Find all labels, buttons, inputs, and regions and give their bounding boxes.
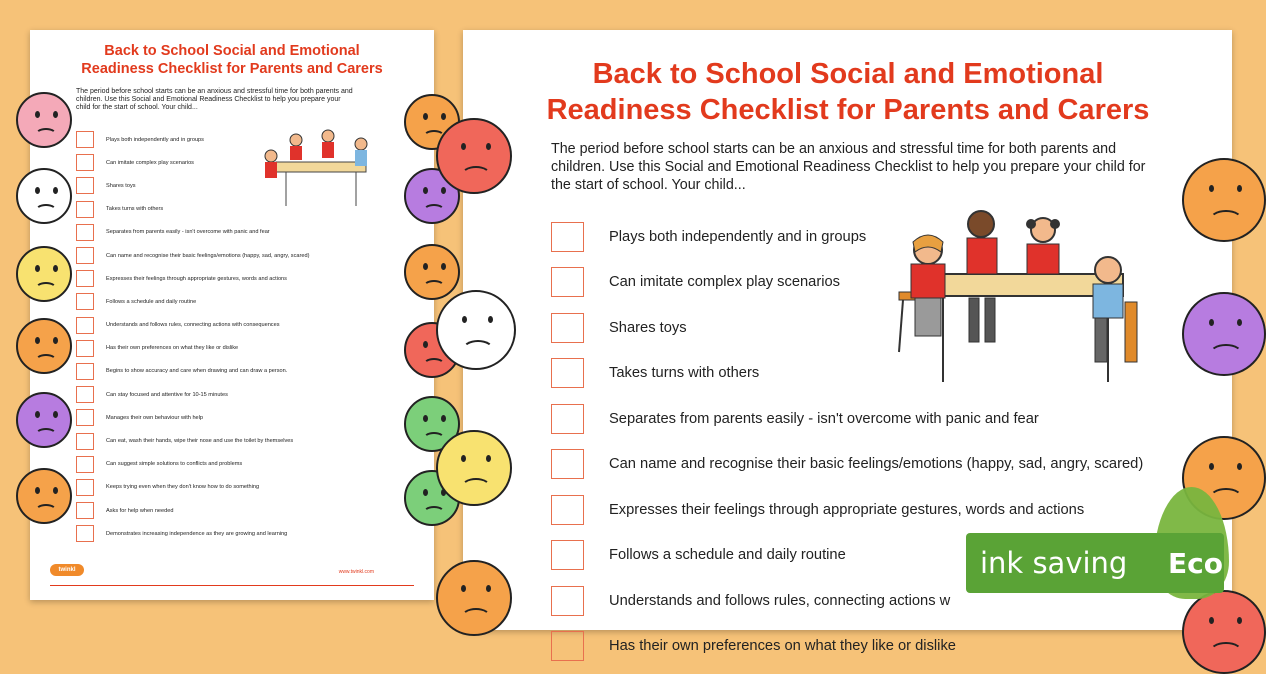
face-mouth bbox=[1209, 344, 1243, 365]
face-eye bbox=[461, 143, 466, 150]
face-eye bbox=[1237, 617, 1242, 624]
checkbox[interactable] bbox=[551, 404, 584, 434]
emotion-face-icon bbox=[436, 560, 512, 636]
children-table-illustration bbox=[256, 126, 386, 212]
face-eye bbox=[53, 411, 58, 418]
checklist-item-label: Shares toys bbox=[609, 319, 687, 336]
checkbox[interactable] bbox=[76, 224, 94, 241]
checklist-item bbox=[76, 290, 309, 313]
checklist-item-label: Expresses their feelings through appropriate gestures, words and actions bbox=[106, 275, 287, 282]
face-eye bbox=[53, 111, 58, 118]
emotion-face-icon bbox=[16, 468, 72, 524]
sheet-title: Back to School Social and Emotional Readiness Checklist for Parents and Carers bbox=[81, 43, 383, 77]
face-mouth bbox=[462, 340, 494, 360]
checklist-item bbox=[551, 396, 1143, 442]
checkbox[interactable] bbox=[76, 502, 94, 519]
face-eye bbox=[462, 316, 467, 323]
face-eye bbox=[35, 265, 40, 272]
face-eye bbox=[461, 455, 466, 462]
checkbox[interactable] bbox=[551, 631, 584, 661]
face-eye bbox=[423, 187, 428, 194]
face-eye bbox=[441, 263, 446, 270]
checklist-item-label: Separates from parents easily - isn't overcome with panic and fear bbox=[609, 410, 1039, 427]
face-mouth bbox=[461, 166, 491, 185]
emotion-face-icon bbox=[436, 430, 512, 506]
face-mouth bbox=[1209, 210, 1243, 231]
face-mouth bbox=[35, 354, 57, 368]
checkbox[interactable] bbox=[76, 154, 94, 171]
face-mouth bbox=[35, 504, 57, 518]
face-mouth bbox=[35, 282, 57, 296]
checklist-item bbox=[551, 442, 1143, 488]
checklist-item-label: Can imitate complex play scenarios bbox=[609, 274, 841, 291]
emotion-face-icon bbox=[16, 92, 72, 148]
face-eye bbox=[486, 585, 491, 592]
checkbox[interactable] bbox=[76, 340, 94, 357]
face-mouth bbox=[461, 608, 491, 627]
checkbox[interactable] bbox=[76, 433, 94, 450]
face-eye bbox=[1209, 463, 1214, 470]
checklist-item bbox=[551, 624, 1143, 670]
face-mouth bbox=[461, 478, 491, 497]
checklist-item-label: Can eat, wash their hands, wipe their nose and use the toilet by themselves bbox=[106, 438, 294, 445]
face-mouth bbox=[35, 428, 57, 442]
checklist-item bbox=[76, 244, 309, 267]
emotion-face-icon bbox=[16, 168, 72, 224]
checkbox[interactable] bbox=[76, 525, 94, 542]
checkbox[interactable] bbox=[551, 586, 584, 616]
face-eye bbox=[486, 143, 491, 150]
checklist-item-label: Takes turns with others bbox=[106, 206, 164, 213]
checkbox[interactable] bbox=[551, 449, 584, 479]
face-eye bbox=[1209, 319, 1214, 326]
children-table-illustration bbox=[863, 202, 1143, 387]
emotion-face-icon bbox=[1182, 590, 1266, 674]
checklist-item-label: Can suggest simple solutions to conflicts and problems bbox=[106, 461, 243, 468]
face-eye bbox=[35, 337, 40, 344]
emotion-face-icon bbox=[1182, 158, 1266, 242]
face-mouth bbox=[423, 432, 445, 446]
footer-url: www.twinkl.com bbox=[338, 569, 374, 575]
face-mouth bbox=[35, 128, 57, 142]
checkbox[interactable] bbox=[76, 363, 94, 380]
checklist-item-label: Has their own preferences on what they like or dislike bbox=[106, 345, 239, 352]
emotion-face-icon bbox=[404, 244, 460, 300]
checklist-item bbox=[76, 267, 309, 290]
face-eye bbox=[53, 187, 58, 194]
preview-sheet-small[interactable] bbox=[30, 30, 434, 600]
face-eye bbox=[441, 113, 446, 120]
checklist-item-label: Separates from parents easily - isn't overcome with panic and fear bbox=[106, 229, 270, 236]
face-eye bbox=[1237, 463, 1242, 470]
checkbox[interactable] bbox=[551, 495, 584, 525]
checklist-item bbox=[76, 476, 309, 499]
checkbox[interactable] bbox=[76, 479, 94, 496]
checklist-item-label: Follows a schedule and daily routine bbox=[609, 547, 846, 564]
checklist-item bbox=[76, 383, 309, 406]
checklist-item-label: Can name and recognise their basic feelings/emotions (happy, sad, angry, scared) bbox=[609, 456, 1144, 473]
face-eye bbox=[35, 187, 40, 194]
checkbox[interactable] bbox=[76, 386, 94, 403]
checklist-item bbox=[76, 337, 309, 360]
checklist-item-label: Plays both independently and in groups bbox=[106, 136, 204, 143]
checklist-item-label: Shares toys bbox=[106, 182, 136, 189]
emotion-face-icon bbox=[16, 318, 72, 374]
face-eye bbox=[441, 415, 446, 422]
face-eye bbox=[53, 337, 58, 344]
checklist-item-label: Begins to show accuracy and care when drawing and can draw a person. bbox=[106, 368, 288, 375]
intro-text: The period before school starts can be an anxious and stressful time for both parents and children. Use this Social and Emotional Readiness Checklist to help you prepare your child for the start of school. Your child... bbox=[551, 141, 1146, 193]
checklist-item-label: Takes turns with others bbox=[609, 365, 760, 382]
face-eye bbox=[35, 487, 40, 494]
face-eye bbox=[423, 113, 428, 120]
face-mouth bbox=[1209, 642, 1243, 663]
face-mouth bbox=[35, 204, 57, 218]
checkbox[interactable] bbox=[76, 270, 94, 287]
face-eye bbox=[53, 487, 58, 494]
emotion-face-icon bbox=[1182, 292, 1266, 376]
face-eye bbox=[488, 316, 493, 323]
checklist-item bbox=[76, 221, 309, 244]
checklist-item-label: Keeps trying even when they don't know how to do something bbox=[106, 484, 260, 491]
face-eye bbox=[423, 415, 428, 422]
emotion-face-icon bbox=[436, 290, 516, 370]
emotion-face-icon bbox=[436, 118, 512, 194]
checklist-item bbox=[76, 453, 309, 476]
checklist-item bbox=[76, 360, 309, 383]
badge-label: ink saving bbox=[980, 546, 1128, 580]
checklist-item-label: Can imitate complex play scenarios bbox=[106, 159, 194, 166]
face-mouth bbox=[423, 280, 445, 294]
emotion-face-icon bbox=[16, 246, 72, 302]
checklist-item-label: Follows a schedule and daily routine bbox=[106, 298, 197, 305]
face-mouth bbox=[423, 506, 445, 520]
checkbox[interactable] bbox=[76, 247, 94, 264]
checkbox[interactable] bbox=[551, 267, 584, 297]
checkbox[interactable] bbox=[551, 313, 584, 343]
checklist-item bbox=[76, 429, 309, 452]
checklist-item-label: Can stay focused and attentive for 10-15 minutes bbox=[106, 391, 228, 398]
checkbox[interactable] bbox=[551, 358, 584, 388]
checklist-item-label: Manages their own behaviour with help bbox=[106, 414, 204, 421]
checklist-item-label: Has their own preferences on what they like or dislike bbox=[609, 638, 956, 655]
checkbox[interactable] bbox=[76, 409, 94, 426]
twinkl-logo: twinkl bbox=[50, 564, 84, 576]
checklist-item bbox=[76, 314, 309, 337]
checklist-item-label: Asks for help when needed bbox=[106, 507, 174, 514]
face-eye bbox=[35, 111, 40, 118]
ink-saving-eco-badge bbox=[966, 533, 1224, 593]
checkbox[interactable] bbox=[551, 222, 584, 252]
checkbox[interactable] bbox=[76, 131, 94, 148]
face-eye bbox=[461, 585, 466, 592]
face-eye bbox=[441, 187, 446, 194]
sheet-title: Back to School Social and Emotional Readiness Checklist for Parents and Carers bbox=[546, 58, 1150, 126]
face-mouth bbox=[423, 204, 445, 218]
checkbox[interactable] bbox=[76, 177, 94, 194]
footer-rule bbox=[50, 585, 414, 586]
checkbox[interactable] bbox=[76, 317, 94, 334]
checklist-item-label: Demonstrates increasing independence as they are growing and learning bbox=[106, 530, 288, 537]
emotion-face-icon bbox=[16, 392, 72, 448]
face-eye bbox=[423, 489, 428, 496]
checkbox[interactable] bbox=[76, 201, 94, 218]
checklist-item bbox=[76, 522, 309, 545]
face-mouth bbox=[423, 358, 445, 372]
face-eye bbox=[423, 263, 428, 270]
face-eye bbox=[1209, 185, 1214, 192]
face-eye bbox=[423, 341, 428, 348]
face-eye bbox=[53, 265, 58, 272]
checkbox[interactable] bbox=[551, 540, 584, 570]
face-eye bbox=[35, 411, 40, 418]
checklist-item-label: Expresses their feelings through appropriate gestures, words and actions bbox=[609, 501, 1085, 518]
checklist-item bbox=[551, 487, 1143, 533]
face-eye bbox=[1209, 617, 1214, 624]
checklist-item-label: Understands and follows rules, connecting actions with consequences bbox=[106, 322, 280, 329]
checkbox[interactable] bbox=[76, 293, 94, 310]
intro-text: The period before school starts can be an anxious and stressful time for both parents and children. Use this Social and Emotional Readiness Checklist to help you prepare your child for the start of school. Your child... bbox=[76, 88, 353, 111]
checklist-item bbox=[76, 406, 309, 429]
checklist-item-label: Plays both independently and in groups bbox=[609, 228, 867, 245]
checklist-item bbox=[76, 499, 309, 522]
checklist-item-label: Understands and follows rules, connecting actions w bbox=[609, 592, 951, 609]
face-eye bbox=[1237, 185, 1242, 192]
face-eye bbox=[1237, 319, 1242, 326]
face-eye bbox=[486, 455, 491, 462]
checklist-item-label: Can name and recognise their basic feelings/emotions (happy, sad, angry, scared) bbox=[106, 252, 310, 259]
checkbox[interactable] bbox=[76, 456, 94, 473]
badge-eco: Eco bbox=[1168, 547, 1223, 580]
